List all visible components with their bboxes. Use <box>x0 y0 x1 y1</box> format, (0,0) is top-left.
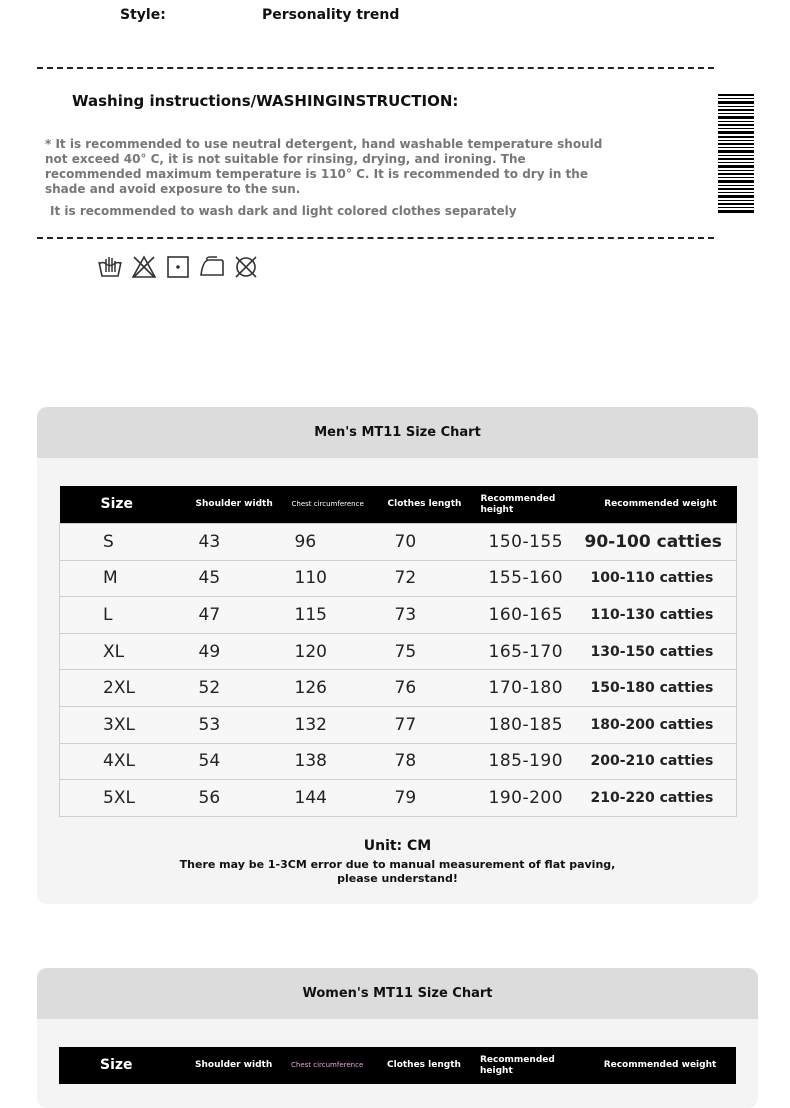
header-recommended-weight: Recommended weight <box>584 1047 736 1084</box>
cell-shoulder: 54 <box>196 743 292 780</box>
cell-chest: 110 <box>292 560 388 597</box>
cell-weight: 100-110 catties <box>585 560 737 597</box>
cell-chest: 138 <box>292 743 388 780</box>
table-row <box>60 670 737 707</box>
cell-length: 78 <box>388 743 481 780</box>
table-row <box>60 560 737 597</box>
header-shoulder-width: Shoulder width <box>196 486 292 524</box>
cell-size: S <box>60 524 196 561</box>
cell-chest: 96 <box>292 524 388 561</box>
header-shoulder-width: Shoulder width <box>195 1047 291 1084</box>
cell-height: 185-190 <box>481 743 585 780</box>
style-label: Style: <box>120 7 166 23</box>
cell-chest: 144 <box>292 780 388 817</box>
men-size-chart-panel <box>37 407 758 904</box>
women-table-header-row <box>59 1047 736 1084</box>
dashed-divider-bottom <box>37 237 714 239</box>
cell-size: 5XL <box>60 780 196 817</box>
header-clothes-length: Clothes length <box>387 1047 480 1084</box>
cell-weight: 150-180 catties <box>585 670 737 707</box>
dashed-divider-top <box>37 67 714 69</box>
cell-length: 73 <box>388 597 481 634</box>
header-size: Size <box>59 1047 195 1084</box>
cell-size: 4XL <box>60 743 196 780</box>
cell-weight: 210-220 catties <box>585 780 737 817</box>
cell-chest: 126 <box>292 670 388 707</box>
cell-length: 70 <box>388 524 481 561</box>
cell-chest: 115 <box>292 597 388 634</box>
men-size-chart-title: Men's MT11 Size Chart <box>37 407 758 458</box>
cell-size: 2XL <box>60 670 196 707</box>
cell-chest: 132 <box>292 706 388 743</box>
do-not-dry-clean-icon <box>233 254 259 280</box>
header-recommended-height: Recommended height <box>480 1047 584 1084</box>
cell-shoulder: 52 <box>196 670 292 707</box>
cell-height: 155-160 <box>481 560 585 597</box>
cell-length: 77 <box>388 706 481 743</box>
cell-weight: 180-200 catties <box>585 706 737 743</box>
cell-shoulder: 49 <box>196 633 292 670</box>
tumble-dry-icon <box>165 254 191 280</box>
cell-size: XL <box>60 633 196 670</box>
table-row <box>60 743 737 780</box>
style-value: Personality trend <box>262 7 400 23</box>
care-icons <box>97 254 259 280</box>
cell-weight: 90-100 catties <box>585 524 737 561</box>
cell-height: 165-170 <box>481 633 585 670</box>
cell-size: M <box>60 560 196 597</box>
men-size-table <box>59 486 737 817</box>
table-row <box>60 524 737 561</box>
washing-note: It is recommended to wash dark and light colored clothes separately <box>50 204 517 218</box>
table-row <box>60 706 737 743</box>
women-size-chart-title: Women's MT11 Size Chart <box>37 968 758 1019</box>
washing-body: * It is recommended to use neutral detergent, hand washable temperature should not exceed 40° C, it is not suitable for rinsing, drying, and ironing. The recommended maximum temperature is 110° C. It is recommended to dry in the shade and avoid exposure to the sun. <box>45 137 603 196</box>
header-recommended-height: Recommended height <box>481 486 585 524</box>
cell-length: 79 <box>388 780 481 817</box>
header-chest-circumference: Chest circumference <box>291 1047 387 1084</box>
cell-height: 160-165 <box>481 597 585 634</box>
table-row <box>60 780 737 817</box>
cell-size: 3XL <box>60 706 196 743</box>
men-table-header-row <box>60 486 737 524</box>
measurement-disclaimer: There may be 1-3CM error due to manual measurement of flat paving, please understand! <box>179 858 616 885</box>
header-recommended-weight: Recommended weight <box>585 486 737 524</box>
cell-height: 150-155 <box>481 524 585 561</box>
cell-size: L <box>60 597 196 634</box>
cell-height: 170-180 <box>481 670 585 707</box>
unit-label: Unit: CM <box>363 838 432 854</box>
table-row <box>60 597 737 634</box>
cell-shoulder: 53 <box>196 706 292 743</box>
women-size-table <box>59 1047 736 1084</box>
cell-chest: 120 <box>292 633 388 670</box>
cell-shoulder: 43 <box>196 524 292 561</box>
women-size-chart-panel <box>37 968 758 1108</box>
washing-title: Washing instructions/WASHINGINSTRUCTION: <box>72 92 459 110</box>
table-row <box>60 633 737 670</box>
cell-height: 180-185 <box>481 706 585 743</box>
cell-weight: 110-130 catties <box>585 597 737 634</box>
cell-weight: 130-150 catties <box>585 633 737 670</box>
cell-shoulder: 47 <box>196 597 292 634</box>
cell-shoulder: 45 <box>196 560 292 597</box>
header-size: Size <box>60 486 196 524</box>
cell-length: 76 <box>388 670 481 707</box>
header-chest-circumference: Chest circumference <box>292 486 388 524</box>
cell-weight: 200-210 catties <box>585 743 737 780</box>
cell-height: 190-200 <box>481 780 585 817</box>
hand-wash-icon <box>97 254 123 280</box>
cell-shoulder: 56 <box>196 780 292 817</box>
cell-length: 75 <box>388 633 481 670</box>
do-not-bleach-icon <box>131 254 157 280</box>
barcode-image <box>718 94 754 214</box>
iron-icon <box>199 254 225 280</box>
cell-length: 72 <box>388 560 481 597</box>
header-clothes-length: Clothes length <box>388 486 481 524</box>
